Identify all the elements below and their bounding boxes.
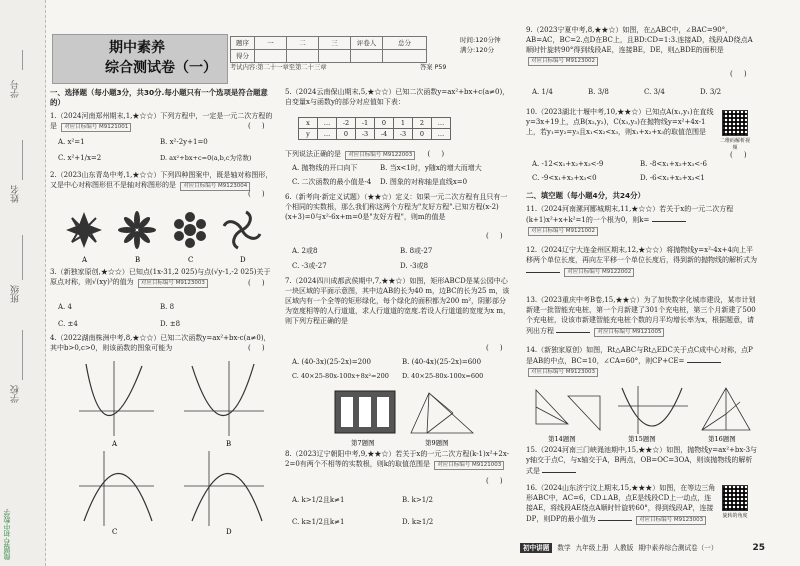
question-10-text: 10.（2023湖北十堰中考,10,★★☆）已知点A(x₁,y₁)在直线y=3x+19上，点B(x₂,y₂)，C(x₃,y₃)在抛物线y=x²+4x-1上，若y₁=y₂=y₃且x₁<x₂<x₃，则x₁+x₂+x₃的取值范围是 <box>526 108 714 136</box>
margin-label-class: 班级 <box>11 285 21 303</box>
answer-blank[interactable] <box>542 466 576 473</box>
question-1 <box>50 112 276 132</box>
question-3 <box>50 268 276 288</box>
question-16-text: 16.（2024山东济宁汶上期末,15,★★★）如图，在等边三角形ABC中，AC=6，CD⊥AB，点E是线段CD上一动点，连接AE，将线段AE绕点A顺时针旋转60°，得到线段AP，连接DP，则DP的最小值为 <box>526 484 716 523</box>
q1-option-a[interactable]: A. x²=1 <box>58 138 85 146</box>
question-4-text: 4.（2022湖南株洲中考,8,★☆☆）已知二次函数y=ax²+bx-c(a≠0)，其中b>0,c>0，则该函数的图象可能为 <box>50 334 271 352</box>
target-tag: 对应目标编号 M9121003 <box>434 461 504 470</box>
score-input-cell[interactable] <box>255 50 287 63</box>
table-cell: 0 <box>337 129 356 140</box>
answer-paren[interactable]: ( ) <box>730 70 747 78</box>
answer-paren[interactable]: ( ) <box>486 232 503 240</box>
question-2-text: 2.（2023山东青岛中考,1,★☆☆）下列四种图案中，既是轴对称图形，又是中心对称图形但不是轴对称图形的是 <box>50 171 273 189</box>
q7-option-d[interactable]: D. 40×25-80x-100x=600 <box>402 372 484 380</box>
q7-option-b[interactable]: B. (40-4x)(25-2x)=600 <box>402 358 482 366</box>
pattern-c-icon <box>174 212 206 248</box>
qr-code-icon[interactable] <box>722 485 748 511</box>
q9-option-a[interactable]: A. 1/4 <box>532 88 553 96</box>
q3-option-d[interactable]: D. ±8 <box>160 320 181 328</box>
question-13 <box>526 296 758 337</box>
q3-option-b[interactable]: B. 8 <box>160 303 175 311</box>
fig-label: C <box>112 528 118 536</box>
margin-label-name: 姓名 <box>11 185 21 203</box>
title-line-2: 综合测试卷（一） <box>105 60 217 76</box>
q14-q16-figures <box>528 384 760 444</box>
question-8-text: 8.（2023辽宁朝阳中考,9,★★☆）若关于x的一元二次方程(k-1)x²+2x-2=0有两个不相等的实数根，则k的取值范围是 <box>285 450 510 468</box>
table-cell: 1 <box>394 118 413 129</box>
answer-paren[interactable]: ( ) <box>248 190 265 198</box>
target-tag: 对应目标编号 M9123003 <box>528 368 598 377</box>
q5-value-table <box>298 117 451 140</box>
q5-option-d[interactable]: D. 图象的对称轴是直线x=0 <box>380 178 468 186</box>
table-cell: 2 <box>413 118 432 129</box>
question-13-text: 13.（2023重庆中考B卷,15,★★☆）为了加快数字化城市建设，某市计划新建一批智能充电桩，第一个月新建了301个充电桩，第三个月新建了500个充电桩，设该市新建智能充电桩个数的月平均增长率为x，根据题意，请列出方程 <box>526 296 756 335</box>
question-5-text: 5.（2024云南保山期末,5,★☆☆）已知二次函数y=ax²+bx+c(a≠0)，自变量x与函数y的部分对应值如下表： <box>285 88 510 106</box>
footer-grade: 九年级上册 <box>575 543 609 552</box>
fig-caption: 第16题图 <box>708 435 736 443</box>
answer-blank[interactable] <box>652 215 686 222</box>
qr-label: 二维码解析视频 <box>719 138 750 151</box>
question-7-text: 7.（2024四川成都武侯期中,7,★★☆）如图，矩形ABCD是某公园中心一块区域的平面示意图，其中边AB的长为40 m，边BC的长为25 m，该区域内有一个全等的矩形绿化，每个绿化的面积都为200 m²，阴影部分为宽度相等的人行道道，求人行道道的宽度.若设人行道道的宽度为x m，则下列方程正确的是 <box>285 277 511 325</box>
question-5-after: 下列说法正确的是 <box>285 150 341 158</box>
exam-scope: 考试内容:第二十一章至第二十三章 <box>230 64 327 71</box>
question-15 <box>526 446 758 477</box>
q6-option-d[interactable]: D. -3或8 <box>400 262 429 270</box>
table-cell: y <box>299 129 318 140</box>
question-9 <box>526 26 756 66</box>
page-footer <box>520 541 765 555</box>
score-input-cell[interactable] <box>351 50 383 63</box>
question-16 <box>526 484 716 525</box>
score-row-label: 得分 <box>231 50 255 63</box>
score-header-cell: 题序 <box>231 37 255 50</box>
section-1-heading: 一、选择题（每小题3分，共30分.每小题只有一个选项是符合题意的） <box>50 88 268 107</box>
fig-caption: 第9题图 <box>425 439 449 447</box>
fig-label: D <box>240 256 246 264</box>
question-12-text: 12.（2024辽宁大连金州区期末,12,★☆☆）将抛物线y=x²-4x+4向上平移两个单位长度，再向左平移一个单位长度后，得到新的抛物线的解析式为 <box>526 246 757 264</box>
fig-caption: 第14题图 <box>548 435 576 443</box>
answer-paren[interactable]: ( ) <box>248 279 265 287</box>
score-header-cell: 二 <box>287 37 319 50</box>
question-6-text: 6.（新考向·新定义试题）（★★☆）定义：如果一元二次方程有且只有一个相同的实数根，那么我们称这两个方程为"友好方程".已知方程(x-2)(x+3)=0与x²-6x+m=0是"友好方程"，则m的值是 <box>285 193 508 221</box>
q9-option-b[interactable]: B. 3/8 <box>588 88 609 96</box>
q8-option-c[interactable]: C. k≥1/2且k≠1 <box>292 518 345 526</box>
target-tag: 对应目标编号 M9123004 <box>180 182 250 191</box>
table-cell: … <box>318 118 337 129</box>
qr-label: 旋转的角度 <box>722 513 748 519</box>
q10-option-b[interactable]: B. -8<x₁+x₂+x₃<-6 <box>640 160 707 168</box>
score-input-cell[interactable] <box>383 50 427 63</box>
pattern-d-icon <box>224 212 260 248</box>
title-line-1: 期中素养 <box>109 40 165 56</box>
answer-reference: 答案 P59 <box>420 64 447 71</box>
fig-label: A <box>82 256 88 264</box>
q1-option-c[interactable]: C. x²+1/x=2 <box>58 154 102 162</box>
q1-option-b[interactable]: B. x²-2y+1=0 <box>160 138 208 146</box>
q6-option-b[interactable]: B. 8或-27 <box>400 247 433 255</box>
q8-option-d[interactable]: D. k≥1/2 <box>402 518 434 526</box>
question-6 <box>285 193 513 223</box>
question-5 <box>285 88 513 108</box>
q8-option-a[interactable]: A. k>1/2且k≠1 <box>292 496 345 504</box>
q10-option-a[interactable]: A. -12<x₁+x₂+x₃<-9 <box>532 160 604 168</box>
target-tag: 对应目标编号 M9123002 <box>528 57 598 66</box>
binding-margin <box>0 0 46 566</box>
q9-option-c[interactable]: C. 3/4 <box>644 88 665 96</box>
target-tag: 对应目标编号 M9121002 <box>528 227 598 236</box>
time-limit: 时间:120分钟 <box>460 36 501 44</box>
question-10 <box>526 108 714 138</box>
fig-label: B <box>226 440 232 448</box>
question-12 <box>526 246 758 277</box>
page-number: 25 <box>752 542 765 553</box>
question-11-text: 11.（2024河南漯河郾城期末,11,★☆☆）若关于x的一元二次方程(k+1)x²+x+k²=1的一个根为0，则k= <box>526 205 734 224</box>
q7-q9-figures <box>333 387 493 449</box>
q6-option-c[interactable]: C. -3或-27 <box>292 262 327 270</box>
table-cell: … <box>432 129 451 140</box>
question-15-text: 15.（2024河南三门峡渑池期中,15,★★☆）如图，抛物线y=ax²+bx-3与y轴交于点C，与x轴交于A，B两点，OB=OC=3OA，则该抛物线的解析式是 <box>526 446 758 475</box>
question-14 <box>526 346 758 377</box>
question-8 <box>285 450 513 470</box>
margin-line <box>22 140 23 180</box>
time-info <box>460 36 501 56</box>
question-2 <box>50 171 276 191</box>
footer-edition: 人教版 <box>613 543 634 552</box>
pattern-a-icon <box>66 212 102 248</box>
score-table <box>230 36 427 63</box>
q8-option-b[interactable]: B. k>1/2 <box>402 496 433 504</box>
table-cell: … <box>432 118 451 129</box>
fig-label: B <box>135 256 141 264</box>
score-header-cell: 三 <box>319 37 351 50</box>
score-header-cell: 一 <box>255 37 287 50</box>
fig-caption: 第15题图 <box>628 435 656 443</box>
margin-label-student-id: 学号 <box>11 80 21 98</box>
answer-blank[interactable] <box>687 356 721 363</box>
question-11 <box>526 205 758 236</box>
footer-test: 期中素养综合测试卷（一） <box>638 543 718 552</box>
answer-blank[interactable] <box>526 266 560 273</box>
target-tag: 对应目标编号 M9122003 <box>345 151 415 160</box>
answer-paren[interactable]: ( ) <box>248 344 265 352</box>
question-3-text: 3.（新独家原创,★☆☆）已知点(1x-31,2 025)与点(√y-1,-2 025)关于原点对称，则√(xy)³的值为 <box>50 268 271 286</box>
pattern-b-icon <box>118 211 156 249</box>
margin-line <box>22 235 23 280</box>
question-4 <box>50 334 276 354</box>
answer-paren[interactable]: ( ) <box>248 122 265 130</box>
question-7 <box>285 277 513 327</box>
footer-subject: 数学 <box>557 543 571 552</box>
q7-option-a[interactable]: A. (40-3x)(25-2x)=200 <box>292 358 372 366</box>
table-cell: x <box>299 118 318 129</box>
target-tag: 对应目标编号 M9122002 <box>564 268 634 277</box>
margin-line <box>22 50 23 70</box>
fig-label: C <box>188 256 194 264</box>
section-2-heading: 二、填空题（每小题4分，共24分） <box>526 191 645 200</box>
answer-paren[interactable]: ( ) <box>486 344 503 352</box>
table-cell: -4 <box>375 129 394 140</box>
q5-option-c[interactable]: C. 二次函数的最小值是-4 <box>292 178 372 186</box>
fig-label: D <box>226 528 232 536</box>
score-input-cell[interactable] <box>287 50 319 63</box>
full-score: 满分:120分 <box>460 45 495 54</box>
table-cell: -1 <box>356 118 375 129</box>
margin-brand: 微题君·初中数学 <box>3 508 11 560</box>
qr-code-icon[interactable] <box>722 110 748 136</box>
margin-label-school: 学校 <box>11 385 21 403</box>
q9-option-d[interactable]: D. 3/2 <box>700 88 722 96</box>
q7-option-c[interactable]: C. 40×25-80x-100x+8x²=200 <box>292 372 389 380</box>
answer-paren[interactable]: ( ) <box>427 150 445 158</box>
equilateral-triangle-figure <box>702 388 750 430</box>
q5-option-b[interactable]: B. 当x<1时，y随x的增大而增大 <box>380 164 482 172</box>
target-tag: 对应目标编号 M9123003 <box>138 279 208 288</box>
score-header-cell: 评卷人 <box>351 37 383 50</box>
table-cell: -3 <box>394 129 413 140</box>
score-input-cell[interactable] <box>319 50 351 63</box>
table-cell: 0 <box>375 118 394 129</box>
q6-option-a[interactable]: A. 2或8 <box>292 247 318 255</box>
score-header-cell: 总分 <box>383 37 427 50</box>
central-symmetry-figure <box>536 390 600 430</box>
q2-pattern-figures <box>62 208 272 264</box>
target-tag: 对应目标编号 M9123003 <box>636 516 706 525</box>
q3-option-c[interactable]: C. ±4 <box>58 320 78 328</box>
q10-option-c[interactable]: C. -9<x₁+x₂+x₃<0 <box>532 174 597 182</box>
target-tag: 对应目标编号 M9121001 <box>61 123 131 132</box>
answer-blank[interactable] <box>598 514 632 521</box>
answer-paren[interactable]: ( ) <box>486 477 503 485</box>
q5-option-a[interactable]: A. 抛物线的开口向下 <box>292 164 358 172</box>
park-rectangle-figure <box>335 391 395 433</box>
table-cell: -3 <box>356 129 375 140</box>
q1-option-d[interactable]: D. ax²+bx+c=0(a,b,c为常数) <box>160 154 252 162</box>
target-tag: 对应目标编号 M9121005 <box>594 328 664 337</box>
footer-brand: 初中讲题 <box>520 543 552 554</box>
question-9-text: 9.（2023宁夏中考,8,★★☆）如图，在△ABC中，∠BAC=90°，AB=AC，BC=2.点D在BC上，且BD:CD=1:3.连接AD，线段AD绕点A顺时针旋转90°得到线段AE，连接BE，DE，则△BDE的面积是 <box>526 26 753 54</box>
q4-graph-options <box>74 356 270 536</box>
parabola-figure <box>618 386 688 434</box>
triangle-rotation-figure <box>411 393 473 433</box>
fig-caption: 第7题图 <box>351 439 375 447</box>
answer-blank[interactable] <box>556 326 590 333</box>
question-5-prompt <box>285 150 513 160</box>
fig-label: A <box>112 440 118 448</box>
q10-option-d[interactable]: D. -6<x₁+x₂+x₃<1 <box>640 174 705 182</box>
title-banner <box>52 34 228 84</box>
margin-line <box>22 330 23 380</box>
q3-option-a[interactable]: A. 4 <box>58 303 72 311</box>
table-cell: … <box>318 129 337 140</box>
question-14-text: 14.（新独家原创）如图，Rt△ABC与Rt△EDC关于点C成中心对称，点P是AB的中点，BC=10，∠CA=60°，则CP+CE= <box>526 346 753 365</box>
answer-paren[interactable]: ( ) <box>730 151 747 159</box>
table-cell: 0 <box>413 129 432 140</box>
table-cell: -2 <box>337 118 356 129</box>
question-1-text: 1.（2024河南郑州期末,1,★☆☆）下列方程中，一定是一元二次方程的是 <box>50 112 273 130</box>
